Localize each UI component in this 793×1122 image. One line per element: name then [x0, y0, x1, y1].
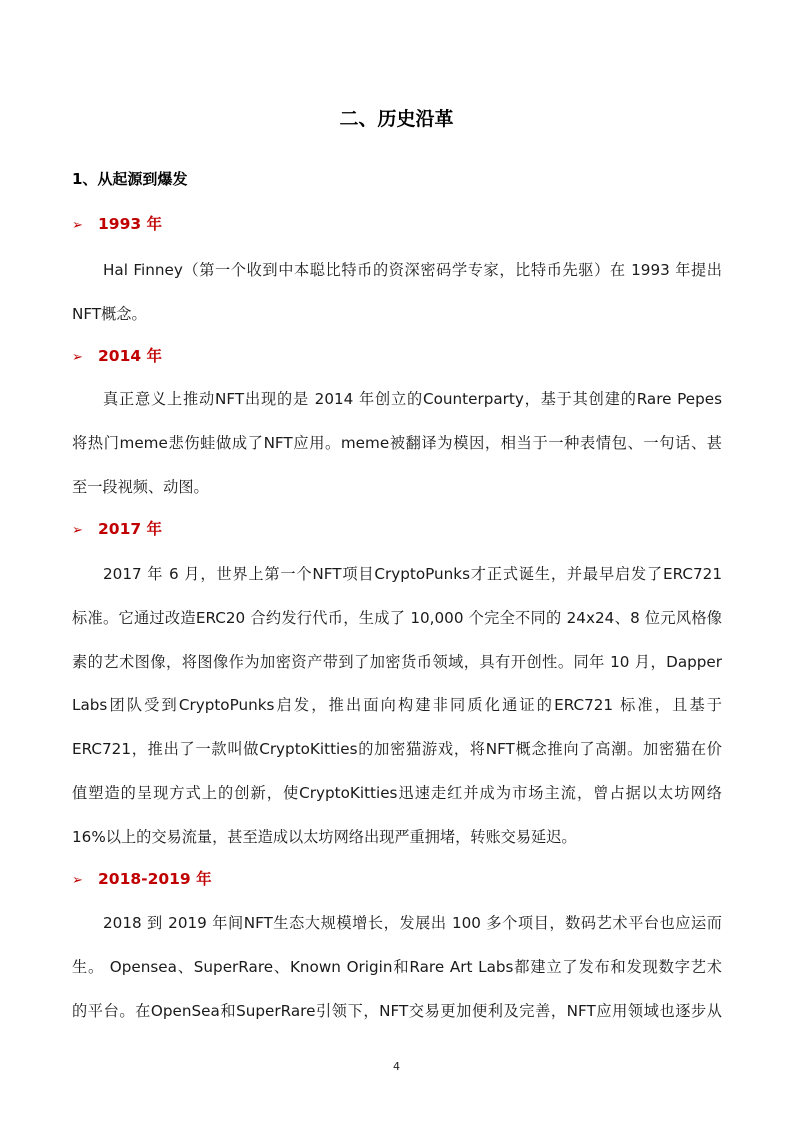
year-label: 2017 年 [98, 520, 163, 538]
text-line: 将热门meme悲伤蛙做成了NFT应用。meme被翻译为模因，相当于一种表情包、一句话、甚 [72, 433, 722, 452]
text-line: NFT概念。 [72, 304, 147, 323]
year-heading-2017 [72, 517, 162, 543]
arrow-bullet-icon: ➢ [72, 218, 83, 233]
text-line: Labs团队受到CryptoPunks启发，推出面向构建非同质化通证的ERC721 标准，且基于 [72, 696, 722, 715]
year-label: 2014 年 [98, 347, 163, 365]
arrow-bullet-icon: ➢ [72, 873, 83, 888]
arrow-bullet-icon: ➢ [72, 523, 83, 538]
paragraph-2017 [72, 553, 722, 860]
year-heading-2014 [72, 344, 162, 370]
paragraph-2014 [72, 378, 722, 509]
year-label: 1993 年 [98, 215, 163, 233]
text-line: 真正意义上推动NFT出现的是 2014 年创立的Counterparty，基于其创建的Rare Pepes [103, 390, 722, 408]
arrow-bullet-icon: ➢ [72, 350, 83, 365]
text-line: 生。 Opensea、SuperRare、Known Origin和Rare Art Labs都建立了发布和发现数字艺术 [72, 957, 722, 976]
year-label: 2018-2019 年 [98, 870, 212, 888]
page-number: 4 [393, 1060, 400, 1073]
text-line: 的平台。在OpenSea和SuperRare引领下，NFT交易更加便利及完善，NFT应用领域也逐步从 [72, 1001, 722, 1020]
text-line: 值塑造的呈现方式上的创新，使CryptoKitties迅速走红并成为市场主流，曾占据以太坊网络 [72, 783, 722, 802]
paragraph-1993 [72, 249, 722, 337]
text-line: 至一段视频、动图。 [72, 477, 209, 496]
page-title: 二、历史沿革 [339, 108, 454, 130]
text-line: 2017 年 6 月，世界上第一个NFT项目CryptoPunks才正式诞生，并最早启发了ERC721 [103, 565, 722, 583]
year-heading-1993 [72, 212, 162, 238]
text-line: 16%以上的交易流量，甚至造成以太坊网络出现严重拥堵，转账交易延迟。 [72, 827, 577, 846]
text-line: 素的艺术图像，将图像作为加密资产带到了加密货币领域，具有开创性。同年 10 月，Dapper [72, 652, 722, 671]
text-line: Hal Finney（第一个收到中本聪比特币的资深密码学专家，比特币先驱）在 1993 年提出 [103, 261, 722, 279]
text-line: 2018 到 2019 年间NFT生态大规模增长，发展出 100 多个项目，数码艺术平台也应运而 [103, 914, 722, 932]
text-line: 标准。它通过改造ERC20 合约发行代币，生成了 10,000 个完全不同的 24x24、8 位元风格像 [72, 608, 722, 627]
section-heading: 1、从起源到爆发 [72, 170, 188, 188]
paragraph-2018-2019 [72, 902, 722, 1033]
text-line: ERC721，推出了一款叫做CryptoKitties的加密猫游戏，将NFT概念推向了高潮。加密猫在价 [72, 740, 722, 759]
year-heading-2018-2019 [72, 867, 212, 893]
